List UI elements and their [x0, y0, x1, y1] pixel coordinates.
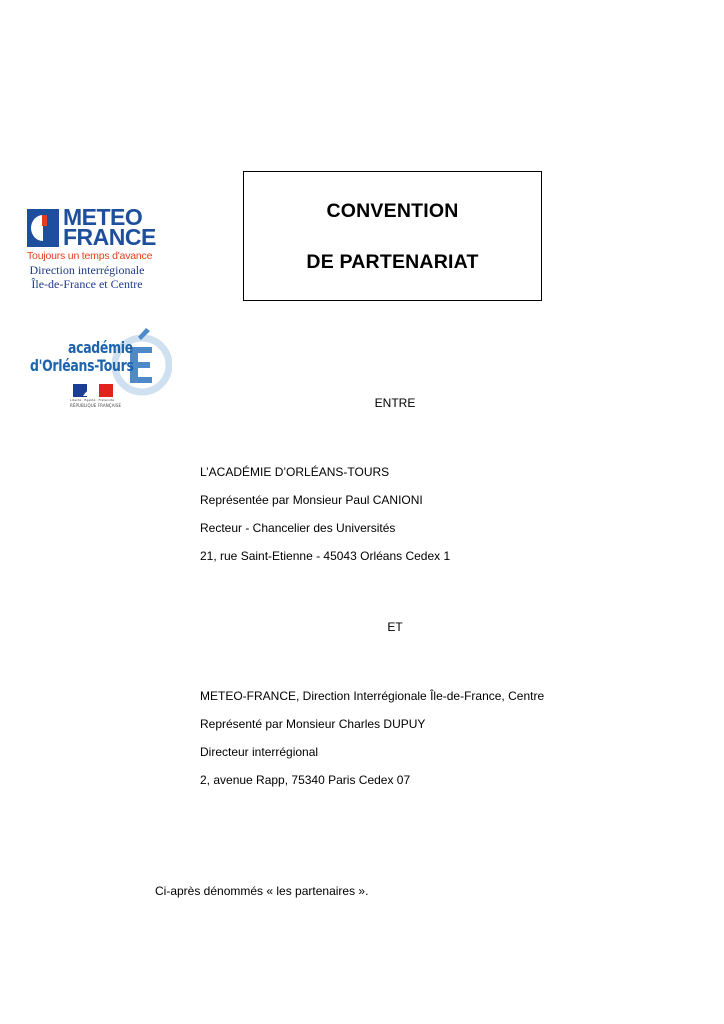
academie-logo	[30, 319, 155, 411]
academie-word-1: académie	[68, 338, 133, 357]
party2-address: 2, avenue Rapp, 75340 Paris Cedex 07	[200, 773, 411, 787]
party2-representative: Représenté par Monsieur Charles DUPUY	[200, 717, 426, 731]
french-flag-icon	[73, 384, 113, 397]
academie-republique: RÉPUBLIQUE FRANÇAISE	[70, 403, 122, 408]
party1-role: Recteur - Chancelier des Universités	[200, 521, 396, 535]
meteo-france-emblem-icon	[27, 209, 59, 247]
meteo-france-word-france: FRANCE	[63, 224, 156, 250]
et-label: ET	[387, 620, 403, 634]
meteo-france-word-meteo: METEO	[63, 204, 143, 230]
closing-text: Ci-après dénommés « les partenaires ».	[155, 884, 369, 898]
title-line-2: DE PARTENARIAT	[306, 251, 479, 273]
title-box	[243, 171, 542, 301]
meteo-france-direction-line1: Direction interrégionale	[29, 263, 145, 277]
title-line-1: CONVENTION	[326, 200, 459, 222]
meteo-france-direction-line2: Île-de-France et Centre	[31, 277, 143, 291]
party1-address: 21, rue Saint-Etienne - 45043 Orléans Cedex 1	[200, 549, 451, 563]
party1-representative: Représentée par Monsieur Paul CANIONI	[200, 493, 423, 507]
academie-motto: Liberté · Égalité · Fraternité	[70, 398, 115, 402]
party2-role: Directeur interrégional	[200, 745, 319, 759]
meteo-france-logo	[27, 204, 156, 299]
entre-label: ENTRE	[374, 396, 416, 410]
academie-word-2: d'Orléans-Tours	[30, 356, 134, 375]
meteo-france-tagline: Toujours un temps d'avance	[27, 250, 153, 262]
party1-name: L’ACADÉMIE D’ORLÉANS-TOURS	[200, 465, 390, 479]
party2-name: METEO-FRANCE, Direction Interrégionale Île-de-France, Centre	[200, 689, 545, 703]
